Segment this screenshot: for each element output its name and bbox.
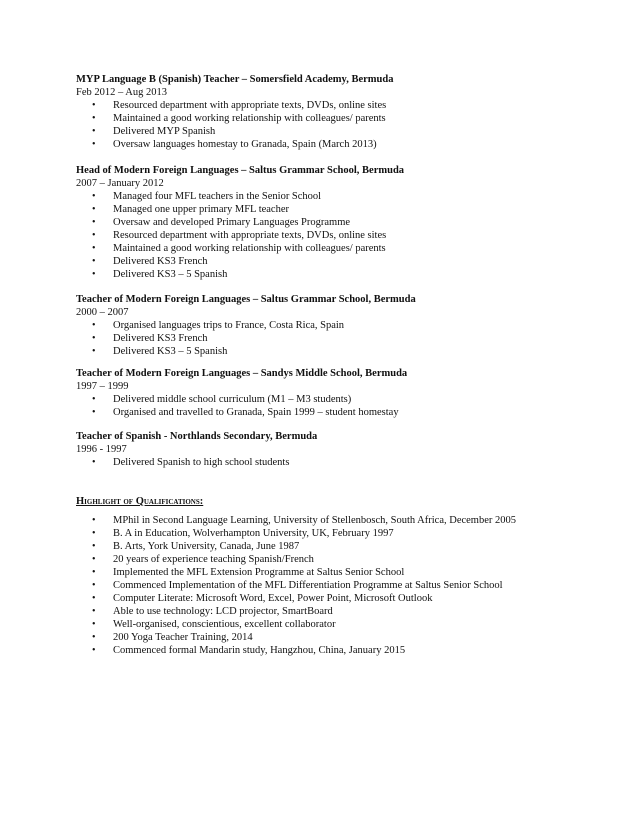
- job-duties-list: [76, 393, 576, 419]
- job-duty-item: • Delivered Spanish to high school students: [76, 456, 576, 469]
- qualification-item: • 200 Yoga Teacher Training, 2014: [76, 631, 596, 644]
- job-title: Teacher of Spanish - Northlands Secondary, Bermuda: [76, 431, 318, 442]
- job-entry-saltus-teacher: [76, 293, 576, 358]
- qualifications-heading: Highlight of Qualifications:: [76, 496, 204, 507]
- qualification-item: • 20 years of experience teaching Spanish/French: [76, 553, 596, 566]
- job-duty-item: • Resourced department with appropriate texts, DVDs, online sites: [76, 229, 576, 242]
- job-dates: 1997 – 1999: [76, 381, 129, 392]
- job-dates: 2007 – January 2012: [76, 178, 164, 189]
- job-duty-item: • Delivered KS3 French: [76, 332, 576, 345]
- job-duties-list: [76, 99, 576, 151]
- qualification-item: • Computer Literate: Microsoft Word, Excel, Power Point, Microsoft Outlook: [76, 592, 596, 605]
- qualification-item: • B. Arts, York University, Canada, June 1987: [76, 540, 596, 553]
- job-duty-item: • Delivered KS3 – 5 Spanish: [76, 268, 576, 281]
- qualification-item: • Commenced Implementation of the MFL Differentiation Programme at Saltus Senior School: [76, 579, 596, 592]
- qualification-item: • Commenced formal Mandarin study, Hangzhou, China, January 2015: [76, 644, 596, 657]
- job-title: Teacher of Modern Foreign Languages – Saltus Grammar School, Bermuda: [76, 294, 416, 305]
- job-duty-item: • Resourced department with appropriate texts, DVDs, online sites: [76, 99, 576, 112]
- job-duties-list: [76, 190, 576, 281]
- job-duty-item: • Organised languages trips to France, Costa Rica, Spain: [76, 319, 576, 332]
- job-duty-item: • Oversaw and developed Primary Languages Programme: [76, 216, 576, 229]
- job-title: MYP Language B (Spanish) Teacher – Somersfield Academy, Bermuda: [76, 74, 394, 85]
- job-entry-sandys: [76, 367, 576, 419]
- qualification-item: • Well-organised, conscientious, excellent collaborator: [76, 618, 596, 631]
- qualification-item: • Implemented the MFL Extension Programme at Saltus Senior School: [76, 566, 596, 579]
- job-entry-saltus-head: [76, 164, 576, 281]
- job-duty-item: • Managed one upper primary MFL teacher: [76, 203, 576, 216]
- job-entry-somersfield: [76, 73, 576, 151]
- qualifications-list: [76, 514, 596, 657]
- job-duty-item: • Delivered KS3 French: [76, 255, 576, 268]
- qualification-item: • B. A in Education, Wolverhampton University, UK, February 1997: [76, 527, 596, 540]
- job-title: Teacher of Modern Foreign Languages – Sandys Middle School, Bermuda: [76, 368, 408, 379]
- job-entry-northlands: [76, 430, 576, 469]
- job-dates: Feb 2012 – Aug 2013: [76, 87, 168, 98]
- job-duties-list: [76, 319, 576, 358]
- job-duty-item: • Delivered KS3 – 5 Spanish: [76, 345, 576, 358]
- job-title: Head of Modern Foreign Languages – Saltus Grammar School, Bermuda: [76, 165, 405, 176]
- qualification-item: • Able to use technology: LCD projector, SmartBoard: [76, 605, 596, 618]
- job-duty-item: • Maintained a good working relationship with colleagues/ parents: [76, 242, 576, 255]
- job-duty-item: • Oversaw languages homestay to Granada, Spain (March 2013): [76, 138, 576, 151]
- qualification-item: • MPhil in Second Language Learning, University of Stellenbosch, South Africa, December 2005: [76, 514, 596, 527]
- job-duty-item: • Delivered middle school curriculum (M1 – M3 students): [76, 393, 576, 406]
- job-duty-item: • Delivered MYP Spanish: [76, 125, 576, 138]
- job-duties-list: [76, 456, 576, 469]
- job-dates: 2000 – 2007: [76, 307, 129, 318]
- job-duty-item: • Managed four MFL teachers in the Senior School: [76, 190, 576, 203]
- job-dates: 1996 - 1997: [76, 444, 127, 455]
- job-duty-item: • Maintained a good working relationship with colleagues/ parents: [76, 112, 576, 125]
- job-duty-item: • Organised and travelled to Granada, Spain 1999 – student homestay: [76, 406, 576, 419]
